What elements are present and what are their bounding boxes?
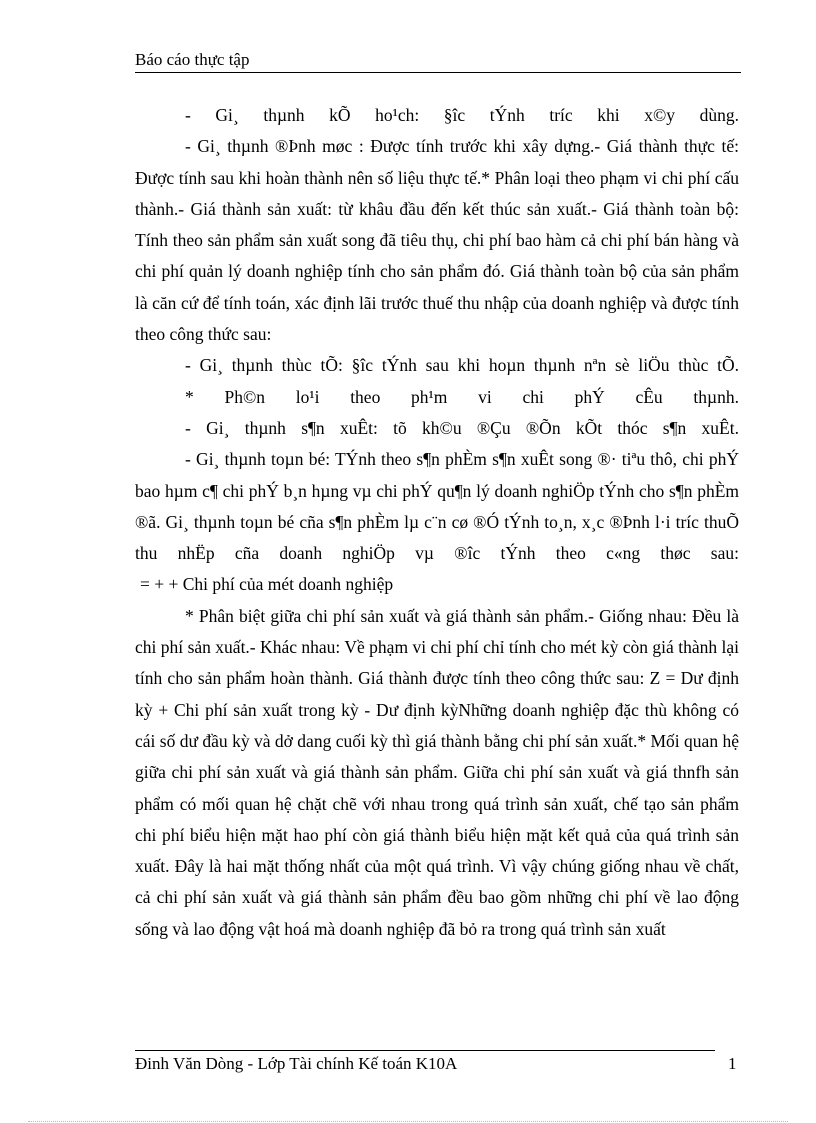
paragraph-distinction: * Phân biệt giữa chi phí sản xuất và giá thành sản phẩm.- Giống nhau: Đều là chi phí sản xuất.- Khác nhau: Về phạm vi chi phí chỉ tính cho mét kỳ còn giá thành lại tính cho sản phẩm hoàn thành. Giá thành được tính theo công thức sau: Z = Dư định kỳ + Chi phí sản xuất trong kỳ - Dư định kỳNhững doanh nghiệp đặc thù không có cái số dư đầu kỳ và dở dang cuối kỳ thì giá thành bằng chi phí sản xuất.* Mối quan hệ giữa chi phí sản xuất và giá thành sản phẩm. Giữa chi phí sản xuất và giá thnfh sản phẩm có mối quan hệ chặt chẽ với nhau trong quá trình sản xuất, chế tạo sản phẩm chi phí biểu hiện mặt hao phí còn giá thành biểu hiện mặt kết quả của quá trình sản xuất. Đây là hai mặt thống nhất của một quá trình. Vì vậy chúng giống nhau về chất, cả chi phí sản xuất và giá thành sản phẩm đều bao gồm những chi phí về lao động sống và lao động vật hoá mà doanh nghiệp đã bỏ ra trong quá trình sản xuất bbox=[135, 605, 739, 939]
header-title: Báo cáo thực tập bbox=[135, 50, 250, 69]
document-body bbox=[135, 100, 739, 945]
page-number: 1 bbox=[728, 1054, 737, 1073]
footer-author: Đinh Văn Dòng - Lớp Tài chính Kế toán K10A bbox=[135, 1054, 458, 1073]
paragraph-planned-cost: - Gi¸ thµnh kÕ ho¹ch: §îc tÝnh tríc khi x©y dùng. bbox=[185, 105, 739, 125]
footer-divider bbox=[135, 1050, 715, 1051]
paragraph-actual-cost: - Gi¸ thµnh thùc tÕ: §îc tÝnh sau khi hoµn thµnh nªn sè liÖu thùc tÕ. bbox=[185, 355, 739, 376]
page-edge-divider bbox=[28, 1121, 788, 1122]
page-header bbox=[135, 50, 741, 73]
paragraph-production-cost: - Gi¸ thµnh s¶n xuÊt: tõ kh©u ®Çu ®Õn kÕt thóc s¶n xuÊt. bbox=[185, 417, 739, 438]
paragraph-total-cost: - Gi¸ thµnh toµn bé: TÝnh theo s¶n phÈm s¶n xuÊt song ®· tiªu thô, chi phÝ bao hµm c¶ chi phÝ b¸n hµng vµ chi phÝ qu¶n lý doanh nghiÖp tÝnh cho s¶n phÈm ®ã. Gi¸ thµnh toµn bé cña s¶n phÈm lµ c¨n cø ®Ó tÝnh to¸n, x¸c ®Þnh l·i tríc thuÕ thu nhËp cña doanh nghiÖp vµ ®îc tÝnh theo c«ng thøc sau: bbox=[135, 449, 739, 564]
formula-line: = + + Chi phí của mét doanh nghiệp bbox=[140, 574, 394, 595]
paragraph-standard-cost: - Gi¸ thµnh ®Þnh møc : Được tính trước khi xây dựng.- Giá thành thực tế: Được tính sau khi hoàn thành nên số liệu thực tế.* Phân loại theo phạm vi chi phí cấu thành.- Giá thành sản xuất: từ khâu đầu đến kết thúc sản xuất.- Giá thành toàn bộ: Tính theo sản phẩm sản xuất song đã tiêu thụ, chi phí bao hàm cả chi phí bán hàng và chi phí quản lý doanh nghiệp tính cho sản phẩm đó. Giá thành toàn bộ của sản phẩm là căn cứ để tính toán, xác định lãi trước thuế thu nhập của doanh nghiệp và được tính theo công thức sau: bbox=[135, 136, 739, 345]
paragraph-classification: * Ph©n lo¹i theo ph¹m vi chi phÝ cÊu thµnh. bbox=[185, 386, 739, 407]
